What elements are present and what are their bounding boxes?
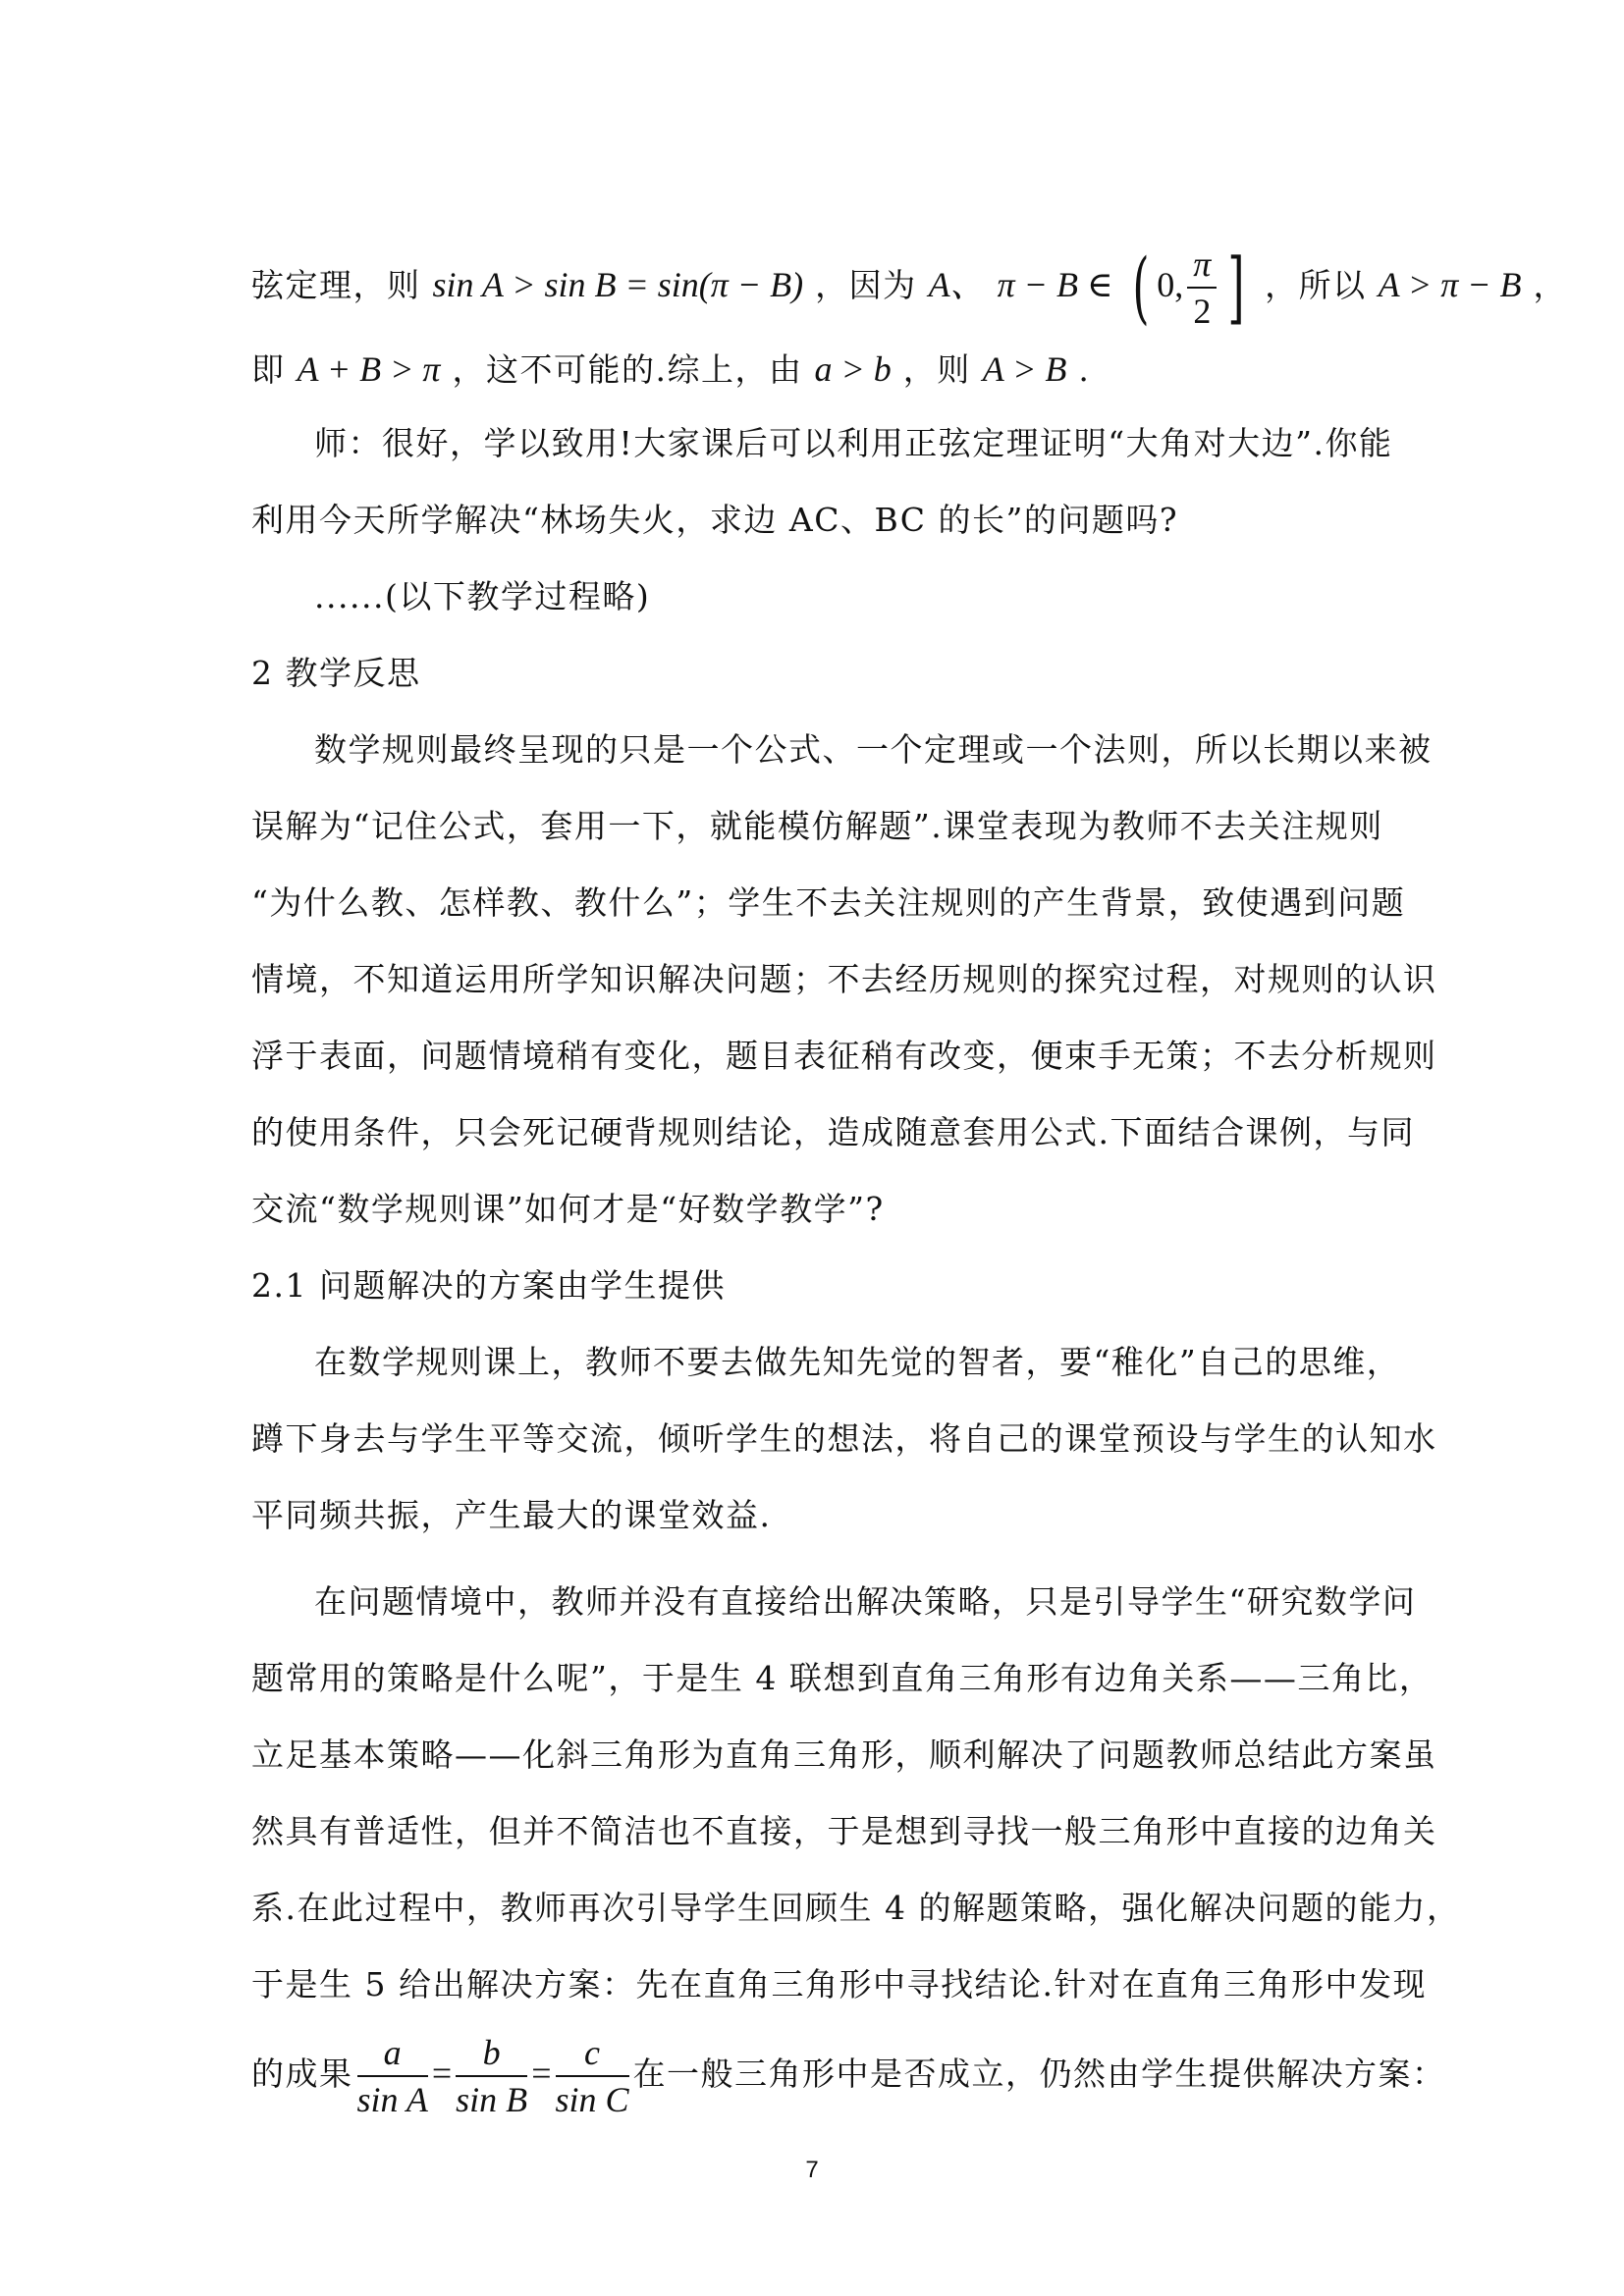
math-expression: sin A > sin B = sin(π − B)	[432, 265, 804, 304]
text-line: 系.在此过程中，教师再次引导学生回顾生 4 的解题策略，强化解决问题的能力，	[251, 1889, 1461, 1927]
text-run: ，则	[902, 350, 971, 389]
text-run: 在一般三角形中是否成立，仍然由学生提供解决方案：	[632, 2055, 1446, 2093]
fraction-denominator: sin C	[555, 2080, 629, 2119]
text-line: 题常用的策略是什么呢”，于是生 4 联想到直角三角形有边角关系——三角比，	[251, 1659, 1434, 1697]
math-expression: a > b	[814, 349, 892, 389]
text-line: 平同频共振，产生最大的课堂效益.	[251, 1496, 772, 1534]
page-number: 7	[805, 2157, 819, 2183]
text-run: ，	[1533, 266, 1568, 304]
text-line: 弦定理，则 sin A > sin B = sin(π − B) ，因为 A、 π − B ∈ ( 0, $\frac{\pi}{2}$ ] ，所以 A > π − B ，	[251, 241, 1568, 333]
fraction-b-over-sinB	[456, 2030, 527, 2122]
fraction-denominator: 2	[1193, 292, 1212, 331]
text-line: “为什么教、怎样教、教什么”；学生不去关注规则的产生背景，致使遇到问题	[251, 883, 1406, 922]
text-run: 弦定理，则	[251, 266, 421, 304]
text-run: 即	[251, 350, 286, 389]
fraction-a-over-sinA	[357, 2030, 428, 2122]
math-expression: A > B	[982, 349, 1067, 389]
text-line	[251, 346, 1390, 394]
text-line: 师：很好，学以致用!大家课后可以利用正弦定理证明“大角对大边”.你能	[314, 424, 1393, 462]
text-line: 浮于表面，问题情境稍有变化，题目表征稍有改变，便束手无策；不去分析规则	[251, 1037, 1437, 1075]
math-expression: π − B ∈	[997, 265, 1113, 304]
open-paren: (	[1131, 241, 1150, 333]
text-line: 在数学规则课上，教师不要去做先知先觉的智者，要“稚化”自己的思维，	[314, 1343, 1401, 1381]
text-line: 利用今天所学解决“林场失火，求边 AC、BC 的长”的问题吗?	[251, 501, 1179, 539]
math-expression: A + B > π	[297, 349, 441, 389]
text-line: 然具有普适性，但并不简洁也不直接，于是想到寻找一般三角形中直接的边角关	[251, 1812, 1437, 1850]
text-line: 立足基本策略——化斜三角形为直角三角形，顺利解决了问题教师总结此方案虽	[251, 1735, 1437, 1774]
fraction-c-over-sinC	[556, 2030, 629, 2122]
fraction-numerator: b	[456, 2030, 527, 2077]
section-heading: 2 教学反思	[251, 654, 421, 692]
text-line: 误解为“记住公式，套用一下，就能模仿解题”.课堂表现为教师不去关注规则	[251, 807, 1383, 845]
text-line: 数学规则最终呈现的只是一个公式、一个定理或一个法则，所以长期以来被	[314, 730, 1433, 769]
fraction-denominator: sin A	[356, 2080, 428, 2119]
text-run: ，所以	[1265, 266, 1367, 304]
close-bracket: ]	[1227, 241, 1246, 333]
text-run: 的成果	[251, 2055, 353, 2093]
text-line: 的成果 $\frac{a}{\text{sin A}}$ = $\frac{b}{\text{sin B}}$ = $\frac{c}{\text{sin C}}$ 在一般三角形中是否成立，仍然由学生提供解决方案：	[251, 2030, 1390, 2122]
text-line: 交流“数学规则课”如何才是“好数学教学”?	[251, 1190, 885, 1228]
text-run: ，因为	[815, 266, 917, 304]
fraction-denominator: sin B	[456, 2080, 528, 2119]
text-line: 蹲下身去与学生平等交流，倾听学生的想法，将自己的课堂预设与学生的认知水	[251, 1419, 1437, 1458]
text-run: .	[1078, 350, 1091, 389]
subsection-heading: 2.1 问题解决的方案由学生提供	[251, 1266, 726, 1305]
math-expression: A、	[928, 265, 986, 304]
text-line: 于是生 5 给出解决方案：先在直角三角形中寻找结论.针对在直角三角形中发现	[251, 1965, 1427, 2003]
text-line: 在问题情境中，教师并没有直接给出解决策略，只是引导学生“研究数学问	[314, 1582, 1417, 1621]
fraction-numerator: π	[1187, 241, 1217, 289]
text-line: 情境，不知道运用所学知识解决问题；不去经历规则的探究过程，对规则的认识	[251, 960, 1437, 998]
fraction	[1187, 241, 1217, 334]
text-run: ，这不可能的.综上，由	[452, 350, 803, 389]
text-line: ......(以下教学过程略)	[314, 577, 651, 615]
fraction-numerator: c	[556, 2030, 629, 2077]
math-expression: A > π − B	[1378, 265, 1522, 304]
fraction-numerator: a	[357, 2030, 428, 2077]
text-line: 的使用条件，只会死记硬背规则结论，造成随意套用公式.下面结合课例，与同	[251, 1113, 1415, 1151]
